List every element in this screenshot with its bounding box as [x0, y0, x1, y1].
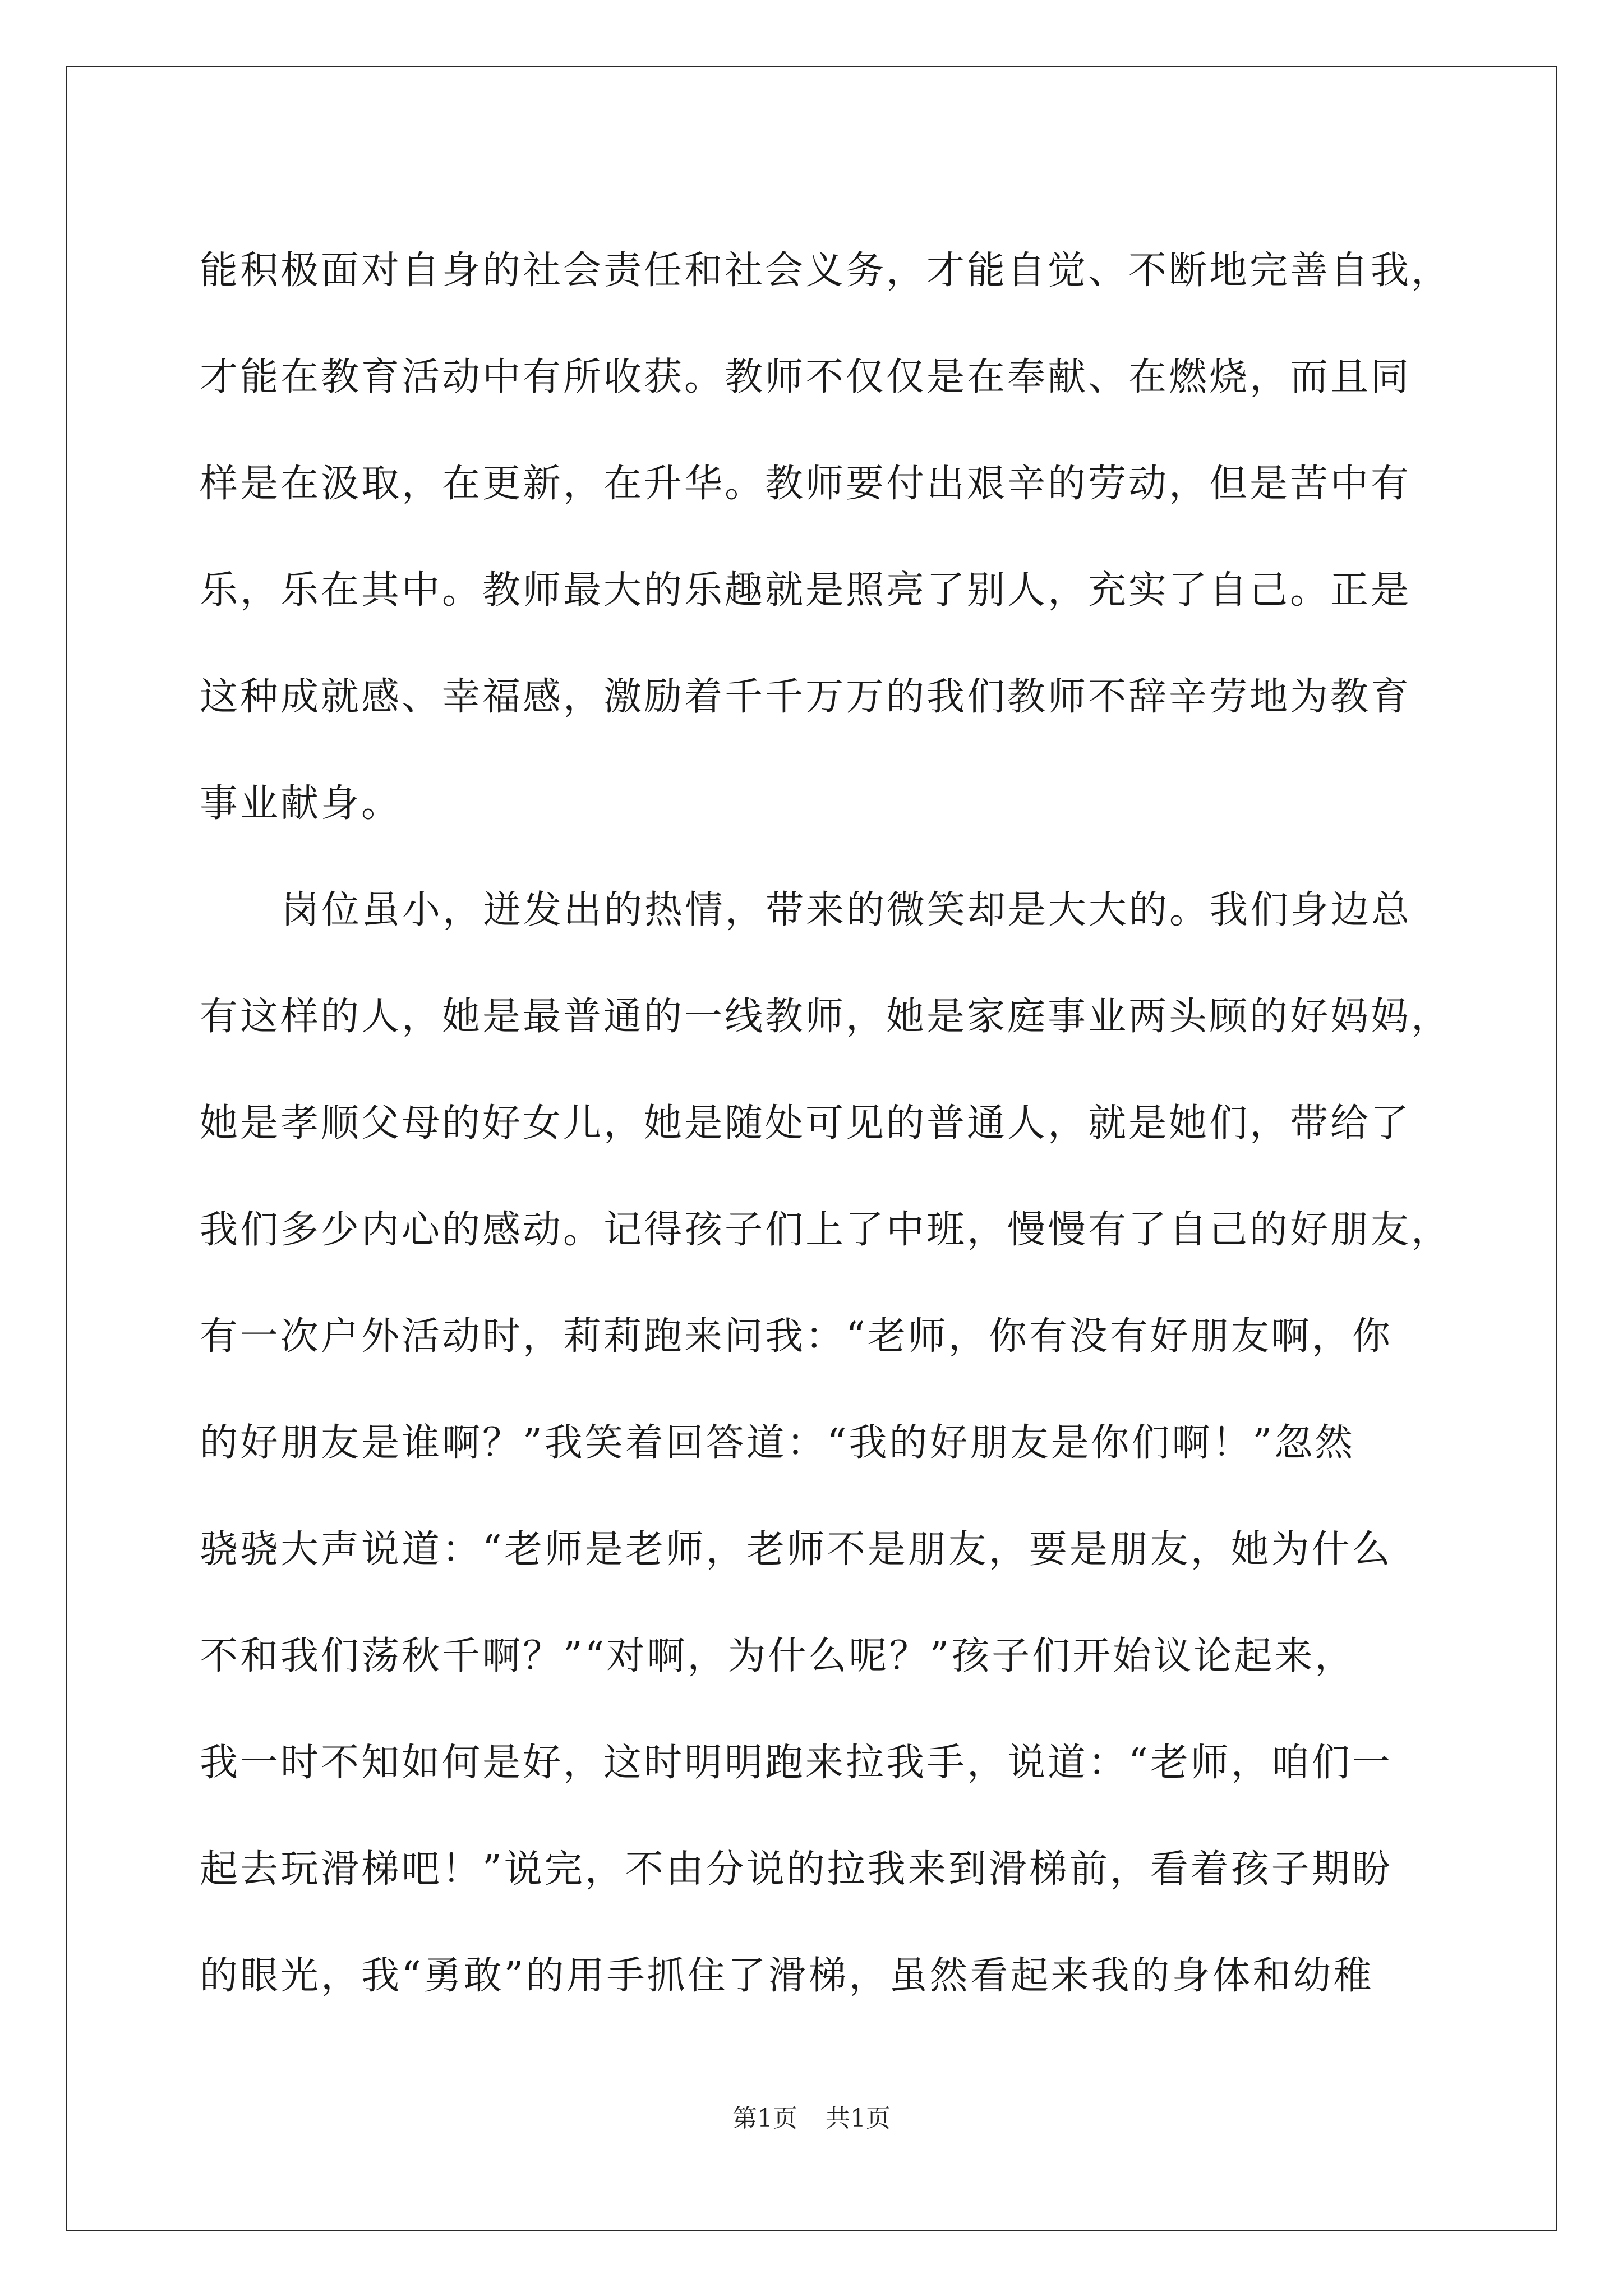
page-footer	[0, 2098, 1623, 2134]
text-line: 她是孝顺父母的好女儿，她是随处可见的普通人，就是她们，带给了	[200, 1101, 1412, 1145]
text-line: 我一时不知如何是好，这时明明跑来拉我手，说道：“老师，咱们一	[200, 1741, 1393, 1785]
text-line: 乐，乐在其中。教师最大的乐趣就是照亮了别人，充实了自己。正是	[200, 568, 1412, 613]
document-body	[200, 218, 1452, 2030]
text-line: 这种成就感、幸福感，激励着千千万万的我们教师不辞辛劳地为教育	[200, 675, 1412, 719]
page-number-total: 共1页	[826, 2104, 891, 2133]
text-line: 事业献身。	[200, 781, 402, 826]
text-line: 有一次户外活动时，莉莉跑来问我：“老师，你有没有好朋友啊，你	[200, 1314, 1393, 1359]
text-line: 的眼光，我“勇敢”的用手抓住了滑梯，虽然看起来我的身体和幼稚	[200, 1954, 1374, 1998]
text-line: 我们多少内心的感动。记得孩子们上了中班，慢慢有了自己的好朋友，	[200, 1208, 1452, 1252]
text-line: 骁骁大声说道：“老师是老师，老师不是朋友，要是朋友，她为什么	[200, 1527, 1393, 1572]
text-line-paragraph-start: 岗位虽小，迸发出的热情，带来的微笑却是大大的。我们身边总	[281, 888, 1412, 932]
text-line: 样是在汲取，在更新，在升华。教师要付出艰辛的劳动，但是苦中有	[200, 462, 1412, 506]
page-number-current: 第1页	[732, 2104, 797, 2133]
text-line: 的好朋友是谁啊？”我笑着回答道：“我的好朋友是你们啊！”忽然	[200, 1421, 1355, 1465]
text-line: 不和我们荡秋千啊？”“对啊，为什么呢？”孩子们开始议论起来，	[200, 1634, 1355, 1678]
text-line: 起去玩滑梯吧！”说完，不由分说的拉我来到滑梯前，看着孩子期盼	[200, 1847, 1393, 1892]
text-line: 能积极面对自身的社会责任和社会义务，才能自觉、不断地完善自我，	[200, 249, 1452, 293]
text-line: 才能在教育活动中有所收获。教师不仅仅是在奉献、在燃烧，而且同	[200, 355, 1412, 399]
text-line: 有这样的人，她是最普通的一线教师，她是家庭事业两头顾的好妈妈，	[200, 995, 1452, 1039]
